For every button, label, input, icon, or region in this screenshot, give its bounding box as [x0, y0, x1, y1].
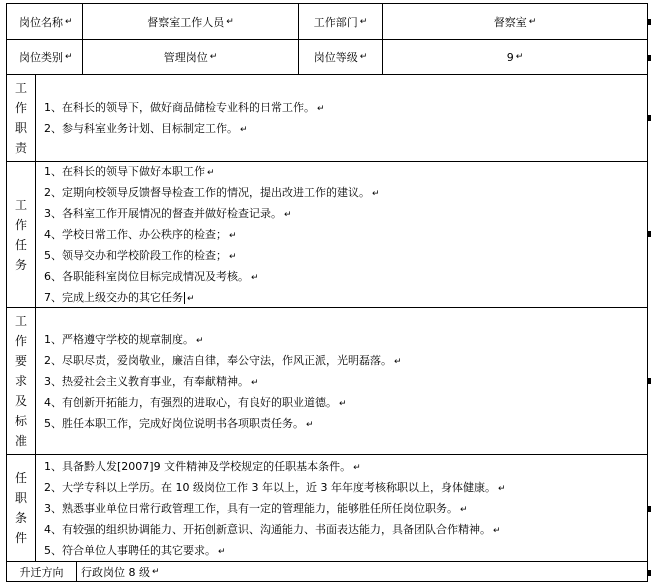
list-item	[44, 371, 647, 392]
position-name-label: 岗位名称	[19, 15, 63, 29]
list-item	[44, 498, 647, 519]
department-value: 督察室	[493, 15, 527, 29]
position-level-label: 岗位等级	[313, 51, 358, 64]
conditions-label-cell	[6, 455, 35, 562]
return-mark: ↵	[284, 210, 292, 220]
return-mark: ↵	[359, 16, 368, 27]
conditions-item-text: 1、具备黔人发[2007]9 文件精神及学校规定的任职基本条件。	[44, 459, 352, 473]
return-mark: ↵	[229, 252, 237, 262]
tasks-label-cell	[6, 162, 35, 308]
return-mark: ↵	[152, 566, 160, 577]
position-level-value-cell	[382, 40, 648, 75]
list-item	[44, 350, 647, 371]
requirements-item-text: 3、热爱社会主义教育事业，有奉献精神。	[44, 374, 249, 388]
list-item	[44, 203, 647, 224]
tasks-label-char: 工	[14, 197, 27, 212]
list-item	[44, 540, 647, 561]
return-mark: ↵	[229, 231, 237, 241]
tasks-label-char: 务	[14, 257, 27, 272]
list-item	[44, 224, 647, 245]
position-name-value-cell	[82, 3, 298, 40]
return-mark: ↵	[359, 52, 368, 62]
tasks-item-text: 7、完成上级交办的其它任务	[44, 291, 183, 304]
position-level-value: 9	[506, 50, 514, 64]
conditions-label-char: 件	[14, 531, 27, 545]
conditions-item-text: 2、大学专科以上学历。在 10 级岗位工作 3 年以上，近 3 年年度考核称职以上，身体健康。	[44, 480, 496, 494]
tasks-item-text: 5、领导交办和学校阶段工作的检查；	[44, 249, 227, 262]
position-name-label-cell	[6, 3, 82, 40]
return-mark: ↵	[394, 356, 402, 367]
return-mark: ↵	[353, 462, 361, 473]
tasks-label-char: 任	[14, 237, 27, 252]
list-item	[44, 266, 647, 287]
requirements-label-char: 准	[14, 434, 27, 448]
conditions-label-char: 条	[14, 511, 27, 525]
conditions-item-text: 3、熟悉事业单位日常行政管理工作，具有一定的管理能力，能够胜任所任岗位职务。	[44, 501, 458, 515]
return-mark: ↵	[65, 52, 73, 62]
position-type-label-cell	[6, 40, 82, 75]
position-type-label: 岗位类别	[19, 51, 63, 64]
requirements-label-char: 作	[14, 334, 27, 348]
duties-label-cell	[6, 75, 35, 162]
tasks-item-text: 3、各科室工作开展情况的督查并做好检查记录。	[44, 207, 282, 220]
return-mark: ↵	[460, 504, 468, 515]
tasks-content-cell	[35, 162, 648, 308]
return-mark: ↵	[372, 189, 380, 199]
tasks-label-char: 作	[14, 217, 27, 232]
requirements-label-char: 求	[14, 374, 27, 388]
return-mark: ↵	[251, 377, 259, 388]
list-item	[44, 182, 647, 203]
return-mark: ↵	[306, 419, 314, 430]
tasks-item-text: 2、定期向校领导反馈督导检查工作的情况，提出改进工作的建议。	[44, 186, 370, 199]
return-mark: ↵	[187, 294, 195, 304]
tasks-item-text: 1、在科长的领导下做好本职工作	[44, 165, 205, 178]
duties-item-text: 2、参与科室业务计划、目标制定工作。	[44, 122, 238, 135]
return-mark: ↵	[251, 273, 259, 283]
duties-label-char: 职	[14, 121, 27, 135]
return-mark: ↵	[317, 104, 325, 114]
return-mark: ↵	[65, 16, 73, 27]
list-item	[44, 118, 647, 139]
requirements-item-text: 4、有创新开拓能力，有强烈的进取心，有良好的职业道德。	[44, 395, 337, 409]
list-item	[44, 456, 647, 477]
promotion-value-cell	[76, 562, 648, 582]
position-type-value-cell	[82, 40, 298, 75]
list-item	[44, 477, 647, 498]
list-item	[44, 245, 647, 266]
return-mark: ↵	[218, 546, 226, 557]
department-label-cell	[298, 3, 382, 40]
position-name-value: 督察室工作人员	[147, 15, 225, 29]
return-mark: ↵	[209, 52, 218, 62]
list-item	[44, 161, 647, 182]
text-cursor	[184, 292, 185, 304]
conditions-item-text: 4、有较强的组织协调能力、开拓创新意识、沟通能力、书面表达能力，具备团队合作精神。	[44, 522, 491, 536]
duties-content-cell	[35, 75, 648, 162]
return-mark: ↵	[196, 335, 204, 346]
return-mark: ↵	[528, 16, 537, 27]
tasks-item-text: 4、学校日常工作、办公秩序的检查；	[44, 228, 227, 241]
requirements-label-cell	[6, 308, 35, 455]
promotion-label: 升迁方向	[19, 565, 64, 579]
promotion-value: 行政岗位 8 级	[81, 565, 150, 579]
promotion-label-cell	[6, 562, 76, 582]
list-item	[44, 392, 647, 413]
position-type-value: 管理岗位	[163, 51, 208, 64]
department-value-cell	[382, 3, 648, 40]
return-mark: ↵	[493, 525, 501, 536]
department-label: 工作部门	[313, 15, 358, 29]
requirements-item-text: 2、尽职尽责，爱岗敬业，廉洁自律，奉公守法，作风正派，光明磊落。	[44, 353, 392, 367]
conditions-content-cell	[35, 455, 648, 562]
return-mark: ↵	[339, 398, 347, 409]
return-mark: ↵	[240, 125, 248, 135]
list-item	[44, 97, 647, 118]
list-item	[44, 519, 647, 540]
requirements-label-char: 工	[14, 314, 27, 328]
position-level-label-cell	[298, 40, 382, 75]
requirements-label-char: 及	[14, 394, 27, 408]
requirements-label-char: 要	[14, 354, 27, 368]
conditions-label-char: 职	[14, 491, 27, 505]
conditions-label-char: 任	[14, 471, 27, 485]
list-item	[44, 413, 647, 434]
requirements-item-text: 1、严格遵守学校的规章制度。	[44, 332, 194, 346]
return-mark: ↵	[497, 483, 506, 494]
tasks-item-text: 6、各职能科室岗位目标完成情况及考核。	[44, 270, 249, 283]
return-mark: ↵	[515, 52, 524, 62]
duties-label-char: 责	[14, 141, 27, 155]
list-item	[44, 287, 647, 308]
duties-label-char: 工	[14, 81, 27, 95]
requirements-content-cell	[35, 308, 648, 455]
conditions-item-text: 5、符合单位人事聘任的其它要求。	[44, 543, 216, 557]
return-mark: ↵	[207, 168, 215, 178]
duties-item-text: 1、在科长的领导下，做好商品储检专业科的日常工作。	[44, 101, 315, 114]
return-mark: ↵	[226, 16, 234, 27]
requirements-item-text: 5、胜任本职工作，完成好岗位说明书各项职责任务。	[44, 416, 304, 430]
duties-label-char: 作	[14, 101, 27, 115]
list-item	[44, 329, 647, 350]
requirements-label-char: 标	[14, 414, 27, 428]
